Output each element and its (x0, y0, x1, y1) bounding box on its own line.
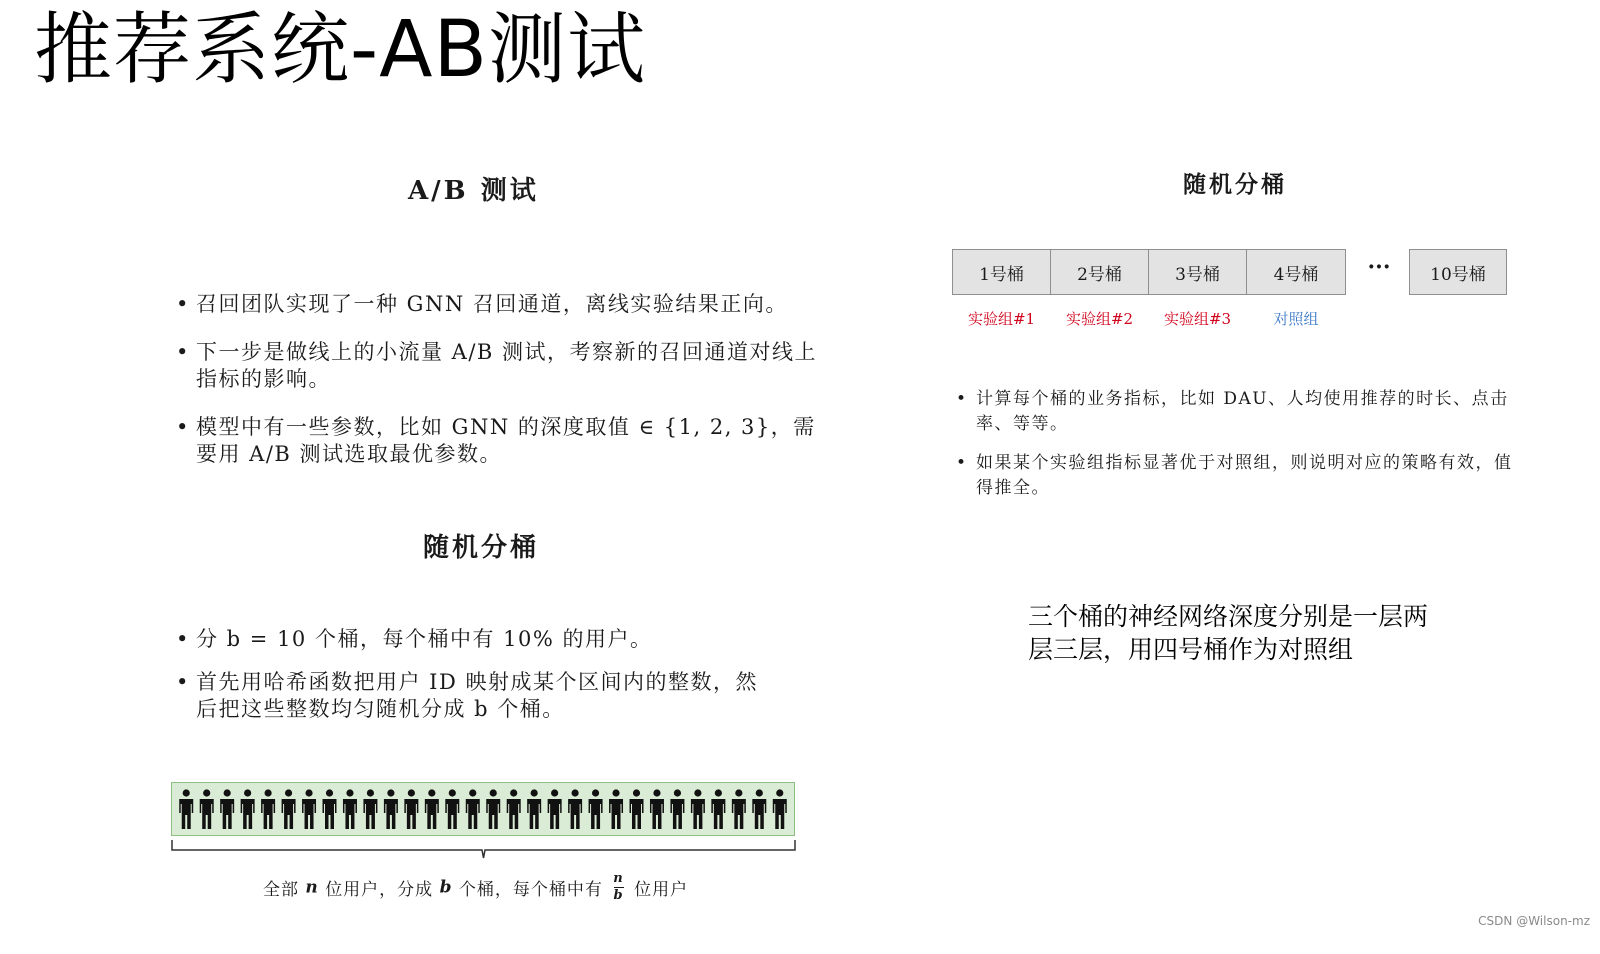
caption-n: n (305, 877, 319, 898)
bucket-4-label: 对照组 (1273, 310, 1319, 328)
user-population-strip (171, 782, 795, 836)
person-icon (241, 789, 255, 829)
random-bucket-bullets (176, 626, 776, 739)
person-icon (732, 789, 746, 829)
person-icon (711, 789, 725, 829)
bullet-item: • 召回团队实现了一种 GNN 召回通道，离线实验结果正向。 (176, 291, 818, 318)
bucket-2-label: 实验组#2 (1065, 310, 1134, 328)
person-icon (200, 789, 214, 829)
bucket-2: 2号桶 (1050, 249, 1149, 295)
caption-b: b (439, 877, 453, 898)
person-icon (650, 789, 664, 829)
person-icon (773, 789, 787, 829)
person-icon (527, 789, 541, 829)
person-icon (425, 789, 439, 829)
user-icons (172, 783, 794, 835)
person-icon (302, 789, 316, 829)
ab-test-heading: A/B 测试 (408, 176, 539, 206)
bullet-item: • 模型中有一些参数，比如 GNN 的深度取值 ∈ {1, 2, 3}，需要用 A/B 测试选取最优参数。 (176, 414, 818, 468)
person-icon (363, 789, 377, 829)
caption-text: 位用户 (634, 880, 689, 900)
person-icon (384, 789, 398, 829)
person-icon (568, 789, 582, 829)
bullet-item: • 下一步是做线上的小流量 A/B 测试，考察新的召回通道对线上指标的影响。 (176, 339, 818, 393)
random-bucket-heading: 随机分桶 (423, 533, 540, 563)
bucket-3-label: 实验组#3 (1163, 310, 1232, 328)
note-line: 层三层，用四号桶作为对照组 (1028, 635, 1354, 664)
person-icon (466, 789, 480, 829)
bucket-1: 1号桶 (952, 249, 1051, 295)
fraction-numerator: n (613, 871, 624, 886)
caption-text: 个桶，每个桶中有 (458, 880, 603, 900)
person-icon (630, 789, 644, 829)
bucket-ellipsis: ··· (1367, 254, 1391, 280)
bullet-item: • 计算每个桶的业务指标，比如 DAU、人均使用推荐的时长、点击率、等等。 (956, 387, 1526, 437)
person-icon (404, 789, 418, 829)
user-split-caption (263, 872, 688, 903)
person-icon (343, 789, 357, 829)
random-bucket-heading-right: 随机分桶 (1183, 171, 1287, 198)
caption-text: 位用户，分成 (325, 880, 434, 900)
bucket-1-label: 实验组#1 (967, 310, 1036, 328)
bullet-item: • 如果某个实验组指标显著优于对照组，则说明对应的策略有效，值得推全。 (956, 451, 1526, 501)
person-icon (670, 789, 684, 829)
person-icon (691, 789, 705, 829)
person-icon (261, 789, 275, 829)
person-icon (548, 789, 562, 829)
page-title: 推荐系统-AB测试 (34, 5, 647, 95)
person-icon (323, 789, 337, 829)
person-icon (445, 789, 459, 829)
bullet-item: • 分 b = 10 个桶，每个桶中有 10% 的用户。 (176, 626, 776, 653)
person-icon (179, 789, 193, 829)
annotation-note (1028, 600, 1428, 666)
bucket-10: 10号桶 (1409, 249, 1507, 295)
bucket-metrics-bullets (956, 387, 1526, 515)
n-over-b-fraction (613, 872, 623, 903)
person-icon (589, 789, 603, 829)
person-icon (609, 789, 623, 829)
person-icon (752, 789, 766, 829)
note-line: 三个桶的神经网络深度分别是一层两 (1028, 602, 1429, 631)
person-icon (220, 789, 234, 829)
fraction-denominator: b (613, 888, 624, 903)
watermark: CSDN @Wilson-mz (1478, 914, 1590, 928)
person-icon (507, 789, 521, 829)
caption-text: 全部 (263, 880, 299, 900)
bullet-item: • 首先用哈希函数把用户 ID 映射成某个区间内的整数，然后把这些整数均匀随机分成 b 个桶。 (176, 669, 776, 723)
person-icon (282, 789, 296, 829)
bucket-4: 4号桶 (1246, 249, 1346, 295)
brace-icon (171, 840, 796, 868)
bucket-3: 3号桶 (1148, 249, 1247, 295)
person-icon (486, 789, 500, 829)
ab-test-bullets (176, 291, 818, 489)
